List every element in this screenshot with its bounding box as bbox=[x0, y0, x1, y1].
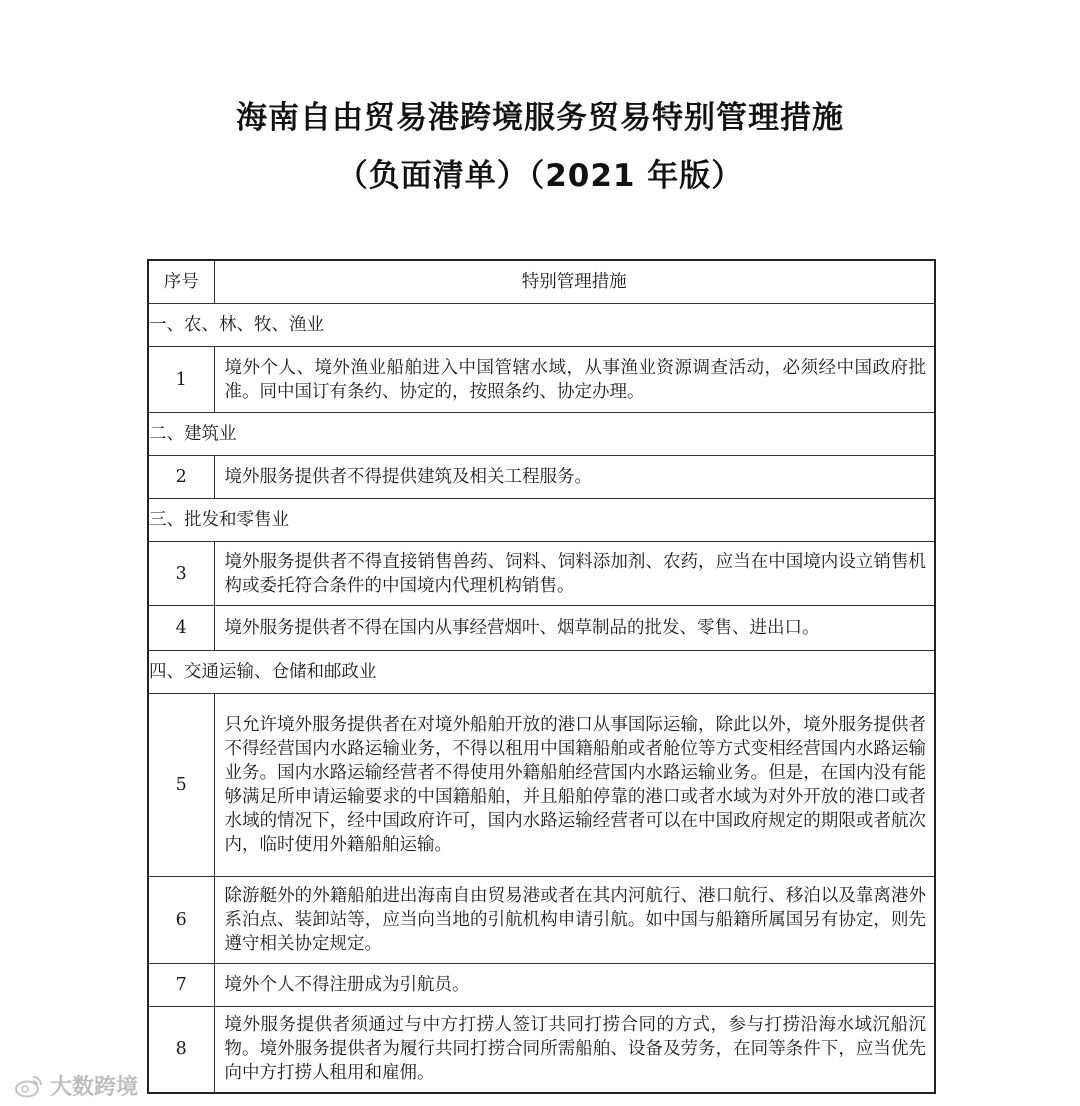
row-number: 8 bbox=[148, 1007, 214, 1093]
category-row bbox=[148, 413, 935, 456]
table-row bbox=[148, 542, 935, 606]
table-row bbox=[148, 1007, 935, 1093]
row-text: 除游艇外的外籍船舶进出海南自由贸易港或者在其内河航行、港口航行、移泊以及靠离港外系泊点、装卸站等，应当向当地的引航机构申请引航。如中国与船籍所属国另有协定，则先遵守相关协定规定。 bbox=[214, 877, 935, 964]
row-number: 1 bbox=[148, 347, 214, 413]
row-text: 境外服务提供者不得直接销售兽药、饲料、饲料添加剂、农药，应当在中国境内设立销售机构或委托符合条件的中国境内代理机构销售。 bbox=[214, 542, 935, 606]
weibo-icon bbox=[14, 1074, 44, 1098]
category-row bbox=[148, 651, 935, 694]
negative-list-table bbox=[147, 259, 936, 1094]
row-number: 7 bbox=[148, 964, 214, 1007]
row-number: 6 bbox=[148, 877, 214, 964]
table-row bbox=[148, 694, 935, 877]
category-row bbox=[148, 499, 935, 542]
table-row bbox=[148, 347, 935, 413]
watermark-text: 大数跨境 bbox=[50, 1075, 139, 1100]
table-row bbox=[148, 456, 935, 499]
table-header-row bbox=[148, 260, 935, 304]
row-number: 5 bbox=[148, 694, 214, 877]
header-measure: 特别管理措施 bbox=[214, 260, 935, 304]
row-number: 3 bbox=[148, 542, 214, 606]
table-row bbox=[148, 964, 935, 1007]
row-text: 境外服务提供者须通过与中方打捞人签订共同打捞合同的方式，参与打捞沿海水域沉船沉物。境外服务提供者为履行共同打捞合同所需船舶、设备及劳务，在同等条件下，应当优先向中方打捞人租用和雇佣。 bbox=[214, 1007, 935, 1093]
document-subtitle: （负面清单）（2021 年版） bbox=[336, 158, 744, 194]
watermark bbox=[14, 1070, 138, 1101]
row-text: 境外服务提供者不得在国内从事经营烟叶、烟草制品的批发、零售、进出口。 bbox=[214, 606, 935, 651]
row-text: 境外个人、境外渔业船舶进入中国管辖水域，从事渔业资源调查活动，必须经中国政府批准。同中国订有条约、协定的，按照条约、协定办理。 bbox=[214, 347, 935, 413]
category-row bbox=[148, 304, 935, 347]
row-text: 只允许境外服务提供者在对境外船舶开放的港口从事国际运输，除此以外，境外服务提供者不得经营国内水路运输业务，不得以租用中国籍船舶或者舱位等方式变相经营国内水路运输业务。国内水路运输经营者不得使用外籍船舶经营国内水路运输业务。但是，在国内没有能够满足所申请运输要求的中国籍船舶，并且船舶停靠的港口或者水域为对外开放的港口或者水域的情况下，经中国政府许可，国内水路运输经营者可以在中国政府规定的期限或者航次内，临时使用外籍船舶运输。 bbox=[214, 694, 935, 877]
header-number: 序号 bbox=[148, 260, 214, 304]
table-row bbox=[148, 606, 935, 651]
category-title: 一、农、林、牧、渔业 bbox=[148, 304, 935, 347]
category-title: 四、交通运输、仓储和邮政业 bbox=[148, 651, 935, 694]
document-title: 海南自由贸易港跨境服务贸易特别管理措施 bbox=[236, 100, 844, 136]
row-text: 境外个人不得注册成为引航员。 bbox=[214, 964, 935, 1007]
row-number: 4 bbox=[148, 606, 214, 651]
row-text: 境外服务提供者不得提供建筑及相关工程服务。 bbox=[214, 456, 935, 499]
category-title: 二、建筑业 bbox=[148, 413, 935, 456]
row-number: 2 bbox=[148, 456, 214, 499]
category-title: 三、批发和零售业 bbox=[148, 499, 935, 542]
table-row bbox=[148, 877, 935, 964]
